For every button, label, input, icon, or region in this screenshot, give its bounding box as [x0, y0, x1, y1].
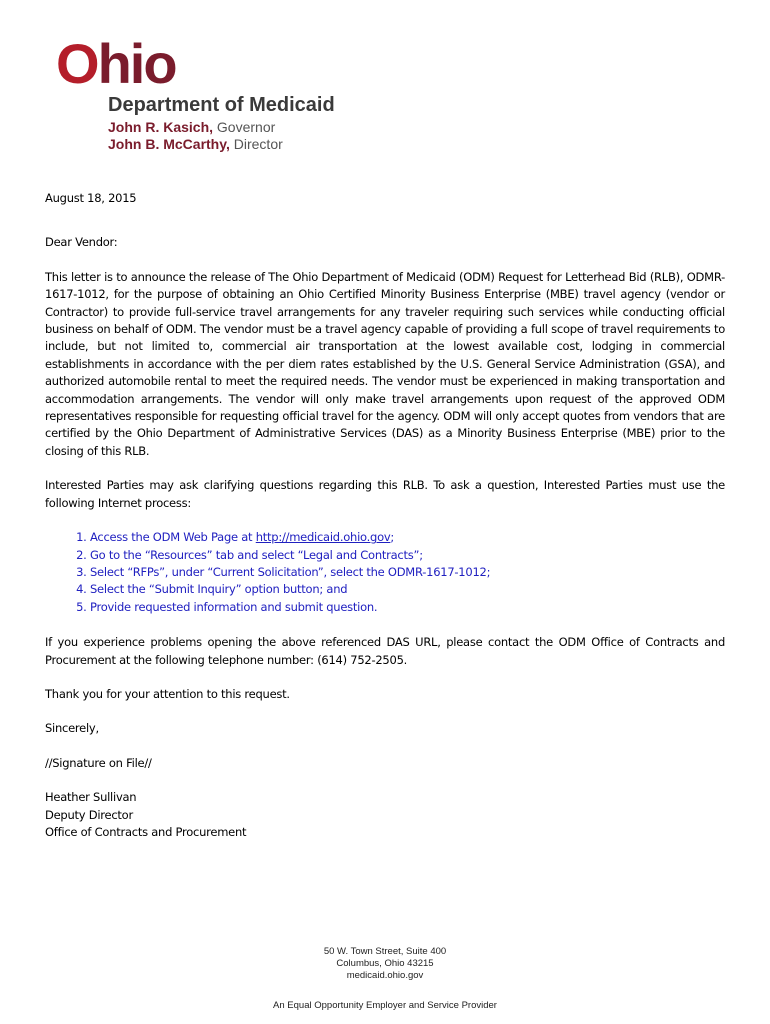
list-item: 2. Go to the “Resources” tab and select “Legal and Contracts”; [90, 547, 725, 564]
medicaid-website-link[interactable]: http://medicaid.ohio.gov [255, 530, 391, 545]
step1-suffix: ; [390, 530, 395, 545]
footer-website: medicaid.ohio.gov [346, 970, 424, 981]
department-name: Department of Medicaid [108, 94, 335, 116]
inquiry-steps-list [45, 529, 725, 616]
list-item [90, 529, 725, 546]
footer-address-line2: Columbus, Ohio 43215 [336, 958, 434, 969]
letter-date: August 18, 2015 [45, 191, 137, 205]
signer-title: Deputy Director [45, 807, 133, 822]
director-name: John B. McCarthy, [108, 136, 230, 152]
closing-line: Sincerely, [45, 721, 99, 736]
ohio-medicaid-logo [56, 32, 335, 153]
step1-prefix: Access the ODM Web Page at [90, 530, 256, 545]
footer [0, 946, 770, 1012]
governor-line [108, 119, 335, 136]
signature-line: //Signature on File// [45, 755, 152, 770]
thanks-line: Thank you for your attention to this request. [45, 686, 290, 701]
list-item: 4. Select the “Submit Inquiry” option button; and [90, 581, 725, 598]
director-line [108, 136, 335, 153]
logo-letter-o: O [56, 32, 98, 95]
list-item: 3. Select “RFPs”, under “Current Solicitation”, select the ODMR-1617-1012; [90, 564, 725, 581]
letter-body [45, 190, 725, 841]
list-item: 5. Provide requested information and submit question. [90, 599, 725, 616]
logo-letters-hio: hio [97, 32, 176, 95]
paragraph-contact: If you experience problems opening the above referenced DAS URL, please contact the ODM Office of Contracts and Procurement at the following telephone number: (614) 752-2505. [45, 635, 725, 667]
footer-address-line1: 50 W. Town Street, Suite 400 [323, 946, 447, 957]
signer-block [45, 789, 725, 841]
paragraph-questions: Interested Parties may ask clarifying questions regarding this RLB. To ask a question, Interested Parties must use the following Internet process: [45, 478, 725, 510]
director-title: Director [233, 136, 283, 152]
paragraph-announcement: This letter is to announce the release of The Ohio Department of Medicaid (ODM) Request for Letterhead Bid (RLB), ODMR-1617-1012, for the purpose of obtaining an Ohio Certified Minority Business Enterprise (MBE) travel agency (vendor or Contractor) to provide full-service travel arrangements for any traveler requiring such services while conducting official business on behalf of ODM. The vendor must be a travel agency capable of providing a full scope of travel requirements to include, but not limited to, commercial air transportation at the lowest available cost, lodging in commercial establishments in accordance with the per diem rates established by the U.S. General Service Administration (GSA), and authorized automobile rental to meet the required needs. The vendor must be experienced in making transportation and accommodation arrangements. The vendor will only make travel arrangements upon request of the approved ODM representatives responsible for requesting official travel for the agency. ODM will only accept quotes from vendors that are certified by the Ohio Department of Administrative Services (DAS) as a Minority Business Enterprise (MBE) prior to the closing of this RLB. [45, 269, 725, 458]
signer-name: Heather Sullivan [45, 790, 137, 805]
officials-block [108, 119, 335, 153]
governor-title: Governor [216, 119, 276, 135]
signer-office: Office of Contracts and Procurement [45, 824, 247, 839]
ohio-wordmark [56, 32, 335, 95]
salutation: Dear Vendor: [45, 235, 118, 250]
footer-eo-statement: An Equal Opportunity Employer and Service Provider [273, 1000, 497, 1011]
governor-name: John R. Kasich, [108, 119, 214, 135]
